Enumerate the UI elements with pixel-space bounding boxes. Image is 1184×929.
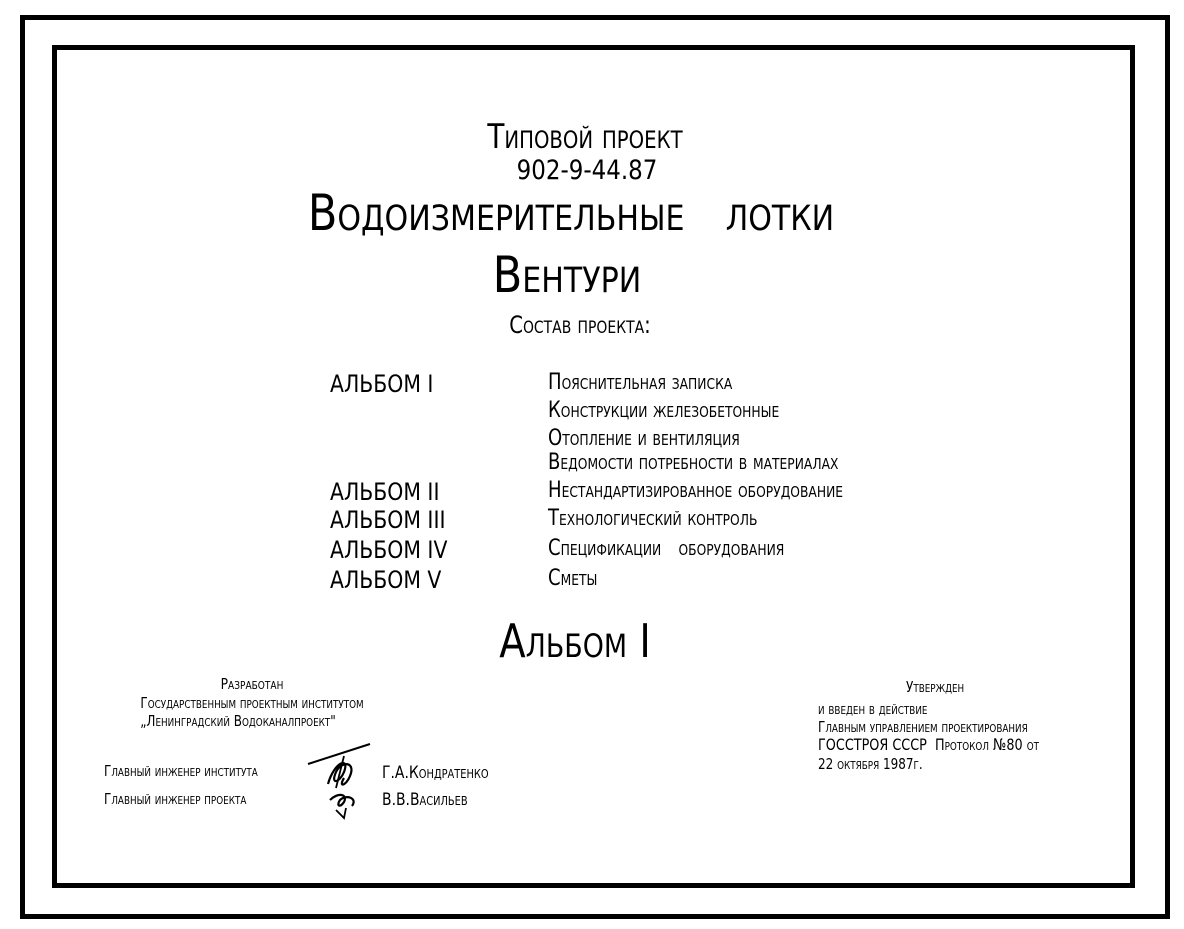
album-label-2: АЛЬБОМ II (330, 478, 440, 506)
album-label-3: АЛЬБОМ III (330, 506, 446, 534)
album-label-4: АЛЬБОМ IV (330, 536, 448, 564)
album-item: Технологический контроль (548, 506, 758, 531)
approval-line: Главным управлением проектирования (818, 718, 1028, 736)
approval-line: ГОССТРОЯ СССР Протокол №80 от (818, 735, 1039, 754)
approval-line: Утвержден (906, 678, 965, 696)
current-album: Альбом I (499, 614, 651, 668)
album-item: Нестандартизированное оборудование (548, 478, 844, 503)
album-item: Конструкции железобетонные (548, 398, 780, 423)
album-item: Отопление и вентиляция (548, 426, 740, 451)
project-type: Типовой проект (487, 117, 683, 157)
album-item: Пояснительная записка (548, 370, 733, 395)
developer-institute-name: „Ленинградский Водоканалпроект" (140, 712, 336, 730)
project-title-line2: Вентури (492, 246, 642, 304)
signature-role: Главный инженер института (104, 762, 258, 780)
album-item: Спецификации оборудования (548, 536, 785, 561)
project-number: 902-9-44.87 (516, 155, 658, 186)
developer-label: Разработан (220, 675, 284, 693)
album-item: Ведомости потребности в материалах (548, 450, 839, 475)
signature-name: В.В.Васильев (382, 790, 468, 810)
album-label-5: АЛЬБОМ V (330, 566, 442, 594)
developer-institute: Государственным проектным институтом (140, 694, 364, 712)
project-title-line1: Водоизмерительные лотки (307, 184, 835, 242)
signature-role: Главный инженер проекта (104, 790, 247, 808)
approval-line: 22 октября 1987г. (818, 755, 923, 773)
album-label-1: АЛЬБОМ I (330, 370, 434, 398)
approval-line: и введен в действие (818, 700, 928, 718)
composition-label: Состав проекта: (509, 311, 651, 339)
signature-name: Г.А.Кондратенко (382, 763, 489, 783)
album-item: Сметы (548, 566, 598, 591)
handwritten-signature (300, 742, 380, 822)
